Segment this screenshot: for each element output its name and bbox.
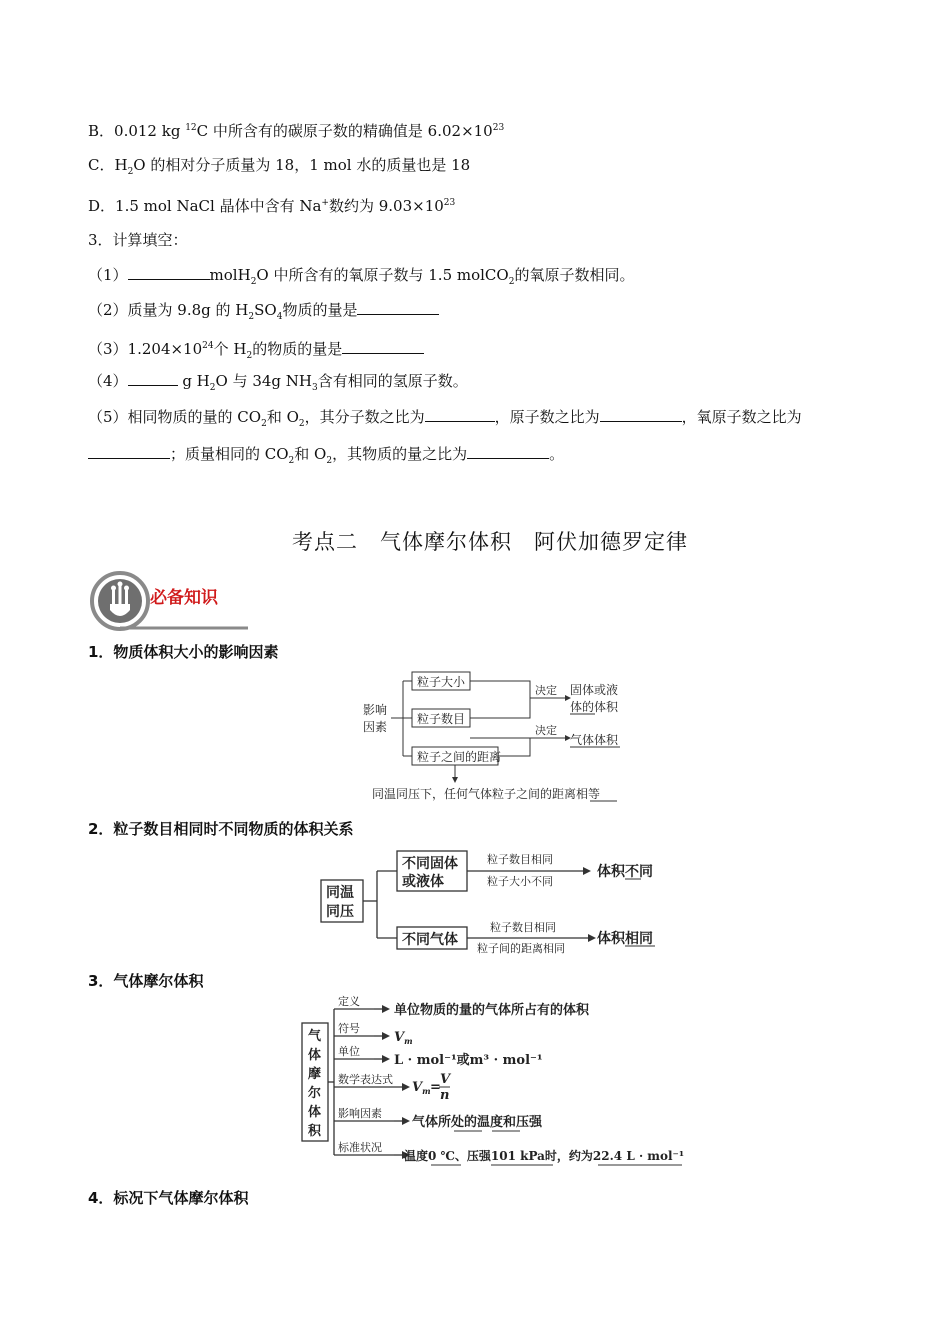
d3-formula-lhs: $V_m$ (412, 1080, 431, 1096)
d3-label-stp: 标准状况 (338, 1141, 382, 1154)
heading-4: 4．标况下气体摩尔体积 (88, 1189, 249, 1207)
q3-item-1: （1） molH$_2$O 中所含有的氧原子数与 1.5 molCO$_2$的氧原子数相同。 (88, 266, 635, 287)
option-d: D．1.5 mol NaCl 晶体中含有 Na+数约为 $9.03\times 10^{23}$ (88, 197, 456, 215)
d1-result-1a: 固体或液 (570, 683, 619, 697)
d3-formula-eq: = (430, 1080, 441, 1095)
option-c: C．$H_2O$ 的相对分子质量为 18，1 mol 水的质量也是 18 (88, 156, 471, 177)
heading-2: 2．粒子数目相同时不同物质的体积关系 (88, 820, 354, 838)
q3-item-4: （4） g $H_2O$ 与 34g $NH_3$含有相同的氢原子数。 (88, 372, 468, 393)
answer-blank[interactable] (425, 407, 495, 422)
d1-note: 同温同压下，任何气体粒子之间的距离相等 (372, 787, 601, 801)
heading-3: 3．气体摩尔体积 (88, 972, 204, 990)
d1-decide-1: 决定 (535, 684, 557, 697)
molar-volume-diagram (298, 995, 693, 1167)
d2-cond-2a: 粒子数目相同 (490, 921, 556, 934)
d3-label-formula: 数学表达式 (338, 1073, 393, 1086)
d2-box2: 不同气体 (402, 932, 458, 948)
answer-blank[interactable] (357, 300, 439, 315)
d2-cond-1b: 粒子大小不同 (487, 875, 553, 888)
volume-relation-diagram (315, 845, 660, 960)
d3-label-factors: 影响因素 (338, 1107, 382, 1120)
d3-stp: 温度0 ℃、压强101 kPa时，约为22.4 L · mol⁻¹ (404, 1149, 685, 1163)
q3-title: 3．计算填空： (88, 231, 188, 249)
d1-box-particle-number: 粒子数目 (417, 712, 466, 726)
section-title: 考点二 气体摩尔体积 阿伏加德罗定律 (292, 530, 688, 554)
d3-label-unit: 单位 (338, 1045, 360, 1058)
q3-item-5-cont: ；质量相同的 $CO_2$和 $O_2$，其物质的量之比为 。 (88, 444, 564, 471)
d3-label-definition: 定义 (338, 995, 360, 1008)
d1-result-2: 气体体积 (570, 733, 619, 747)
factors-diagram (355, 668, 630, 806)
d2-box1b: 或液体 (402, 874, 444, 890)
d3-root-2: 体 (308, 1048, 322, 1063)
answer-blank[interactable] (600, 407, 682, 422)
answer-blank[interactable] (467, 444, 549, 459)
q3-item-2: （2）质量为 9.8g 的 $H_2SO_4$物质的量是 (88, 300, 439, 327)
d3-label-symbol: 符号 (338, 1022, 360, 1035)
q3-item-5: （5）相同物质的量的 $CO_2$和 $O_2$，其分子数之比为 ，原子数之比为 ，氧原子数之比为 (88, 408, 802, 429)
d1-decide-2: 决定 (535, 724, 557, 737)
option-b: B．0.012 kg $^{12}$C 中所含有的碳原子数的精确值是 $6.02\times 10^{23}$ (88, 122, 505, 140)
d3-root-4: 尔 (308, 1086, 322, 1101)
d1-root-2: 因素 (363, 720, 388, 734)
d3-formula-den: n (440, 1088, 450, 1103)
answer-blank[interactable] (342, 339, 424, 354)
d2-cond-2b: 粒子间的距离相同 (477, 942, 565, 955)
d3-formula-num: V (440, 1072, 451, 1087)
answer-blank[interactable] (88, 444, 170, 459)
answer-blank[interactable] (128, 371, 178, 386)
d2-box1a: 不同固体 (402, 856, 458, 872)
d2-result-1: 体积不同 (597, 864, 653, 880)
d1-result-1b: 体的体积 (570, 700, 619, 714)
d1-box-particle-size: 粒子大小 (417, 675, 466, 689)
d2-root-a: 同温 (326, 885, 354, 901)
heading-1: 1．物质体积大小的影响因素 (88, 643, 279, 661)
d3-definition: 单位物质的量的气体所占有的体积 (394, 1003, 590, 1018)
d1-box-particle-distance: 粒子之间的距离 (417, 750, 502, 764)
d3-root-6: 积 (308, 1124, 322, 1139)
d3-factors: 气体所处的温度和压强 (412, 1115, 543, 1130)
answer-blank[interactable] (128, 265, 210, 280)
d3-symbol: $V_m$ (394, 1030, 413, 1046)
q3-item-3: $(3)1.204\times 10^{24}$个 $H_2$的物质的量是 (88, 336, 424, 366)
d2-cond-1a: 粒子数目相同 (487, 853, 553, 866)
d3-root-5: 体 (308, 1105, 322, 1120)
badge-label: 必备知识 (150, 588, 218, 608)
d3-root-3: 摩 (308, 1067, 322, 1082)
d2-root-b: 同压 (326, 904, 354, 920)
d1-root-1: 影响 (363, 703, 388, 717)
d3-unit: L · mol⁻¹或m³ · mol⁻¹ (394, 1053, 543, 1068)
d2-result-2: 体积相同 (597, 931, 653, 947)
d3-root-1: 气 (308, 1029, 322, 1044)
